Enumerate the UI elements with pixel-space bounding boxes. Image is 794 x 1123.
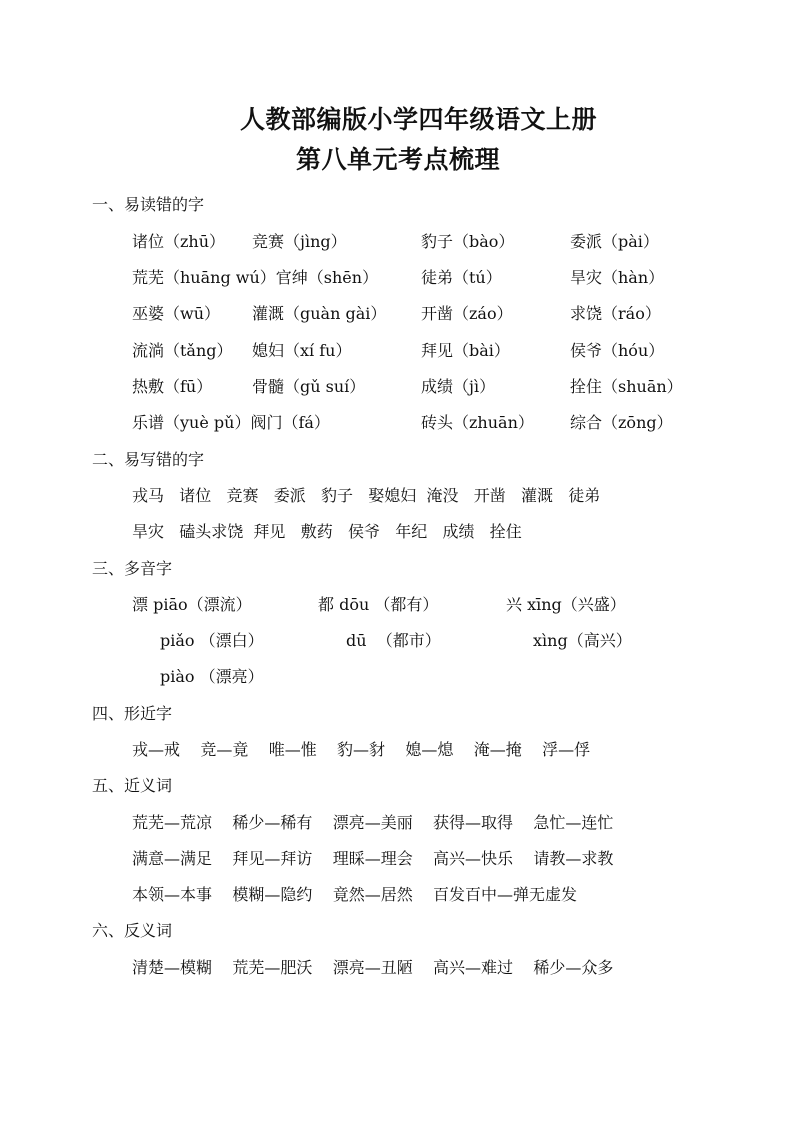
- list-item: 旱灾（hàn）: [570, 268, 665, 287]
- list-item: 拴住（shuān）: [570, 377, 683, 396]
- section-heading-synonyms: 五、近义词: [92, 776, 173, 795]
- list-item: piǎo （漂白）: [160, 631, 264, 650]
- list-item: 砖头（zhuān）: [421, 413, 534, 432]
- list-item: 漂 piāo（漂流）: [132, 595, 252, 614]
- list-item: 荒芜—荒凉 稀少—稀有 漂亮—美丽 获得—取得 急忙—连忙: [132, 813, 614, 832]
- list-item: 媳妇（xí fu）: [252, 341, 352, 360]
- list-item: 开凿（záo）: [421, 304, 513, 323]
- page-title: 人教部编版小学四年级语文上册: [240, 105, 598, 134]
- list-item: 热敷（fū）: [132, 377, 213, 396]
- list-item: 都 dōu （都有）: [318, 595, 439, 614]
- list-item: 委派（pài）: [570, 232, 659, 251]
- section-heading-easy-read: 一、易读错的字: [92, 195, 205, 214]
- list-item: 骨髓（gǔ suí）: [252, 377, 366, 396]
- list-item: 满意—满足 拜见—拜访 理睬—理会 高兴—快乐 请教—求教: [132, 849, 614, 868]
- list-item: 巫婆（wū）: [132, 304, 221, 323]
- list-item: 成绩（jì）: [421, 377, 496, 396]
- list-item: dū （都市）: [346, 631, 441, 650]
- list-item: 拜见（bài）: [421, 341, 510, 360]
- list-item: 综合（zōng）: [570, 413, 673, 432]
- list-item: 戎马 诸位 竞赛 委派 豹子 娶媳妇 淹没 开凿 灌溉 徒弟: [132, 486, 601, 505]
- list-item: 豹子（bào）: [421, 232, 515, 251]
- section-heading-antonyms: 六、反义词: [92, 921, 173, 940]
- list-item: 诸位（zhū）: [132, 232, 226, 251]
- section-heading-polyphones: 三、多音字: [92, 559, 173, 578]
- list-item: 竞赛（jìng）: [252, 232, 347, 251]
- list-item: xìng（高兴）: [533, 631, 632, 650]
- list-item: 戎—戒 竞—竟 唯—惟 豹—豺 媳—熄 淹—掩 浮—俘: [132, 740, 591, 759]
- list-item: 兴 xīng（兴盛）: [506, 595, 626, 614]
- list-item: 灌溉（guàn gài）: [252, 304, 387, 323]
- list-item: 荒芜（huāng wú）官绅（shēn）: [132, 268, 379, 287]
- list-item: 乐谱（yuè pǔ）阀门（fá）: [132, 413, 330, 432]
- list-item: 本领—本事 模糊—隐约 竟然—居然 百发百中—弹无虚发: [132, 885, 578, 904]
- list-item: 清楚—模糊 荒芜—肥沃 漂亮—丑陋 高兴—难过 稀少—众多: [132, 958, 614, 977]
- section-heading-similar-shapes: 四、形近字: [92, 704, 173, 723]
- list-item: 侯爷（hóu）: [570, 341, 665, 360]
- list-item: piào （漂亮）: [160, 667, 264, 686]
- list-item: 旱灾 磕头求饶 拜见 敷药 侯爷 年纪 成绩 拴住: [132, 522, 522, 541]
- page-subtitle: 第八单元考点梳理: [296, 145, 501, 174]
- section-heading-easy-write: 二、易写错的字: [92, 450, 205, 469]
- list-item: 求饶（ráo）: [570, 304, 661, 323]
- list-item: 徒弟（tú）: [421, 268, 502, 287]
- list-item: 流淌（tǎng）: [132, 341, 233, 360]
